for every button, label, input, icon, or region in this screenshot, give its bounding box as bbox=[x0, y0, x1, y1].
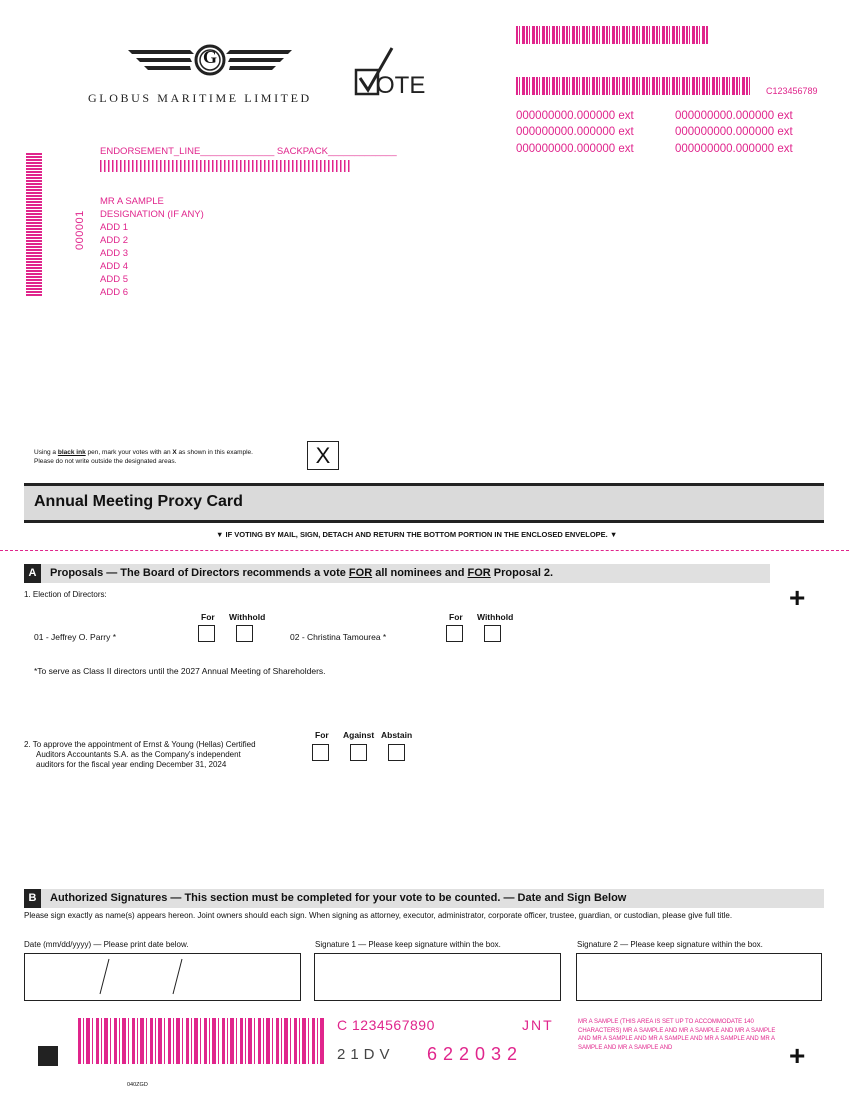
address-line: DESIGNATION (IF ANY) bbox=[100, 209, 204, 220]
logo-letter: G bbox=[202, 47, 217, 67]
detach-notice: ▼ IF VOTING BY MAIL, SIGN, DETACH AND RETURN THE BOTTOM PORTION IN THE ENCLOSED ENVELOPE. ▼ bbox=[216, 530, 618, 539]
date-input[interactable] bbox=[24, 953, 301, 1001]
company-logo bbox=[120, 44, 300, 84]
proposal-1-label: 1. Election of Directors: bbox=[24, 590, 107, 599]
footer-code: JNT bbox=[522, 1017, 554, 1033]
example-mark-box: X bbox=[307, 441, 339, 470]
date-label: Date (mm/dd/yyyy) — Please print date below. bbox=[24, 940, 189, 949]
address-line: ADD 5 bbox=[100, 274, 128, 285]
col-against: Against bbox=[343, 730, 375, 740]
section-b-title: Authorized Signatures — This section must be completed for your vote to be counted. — Date and Sign Below bbox=[50, 892, 627, 904]
col-for: For bbox=[449, 612, 463, 622]
ext-number: 000000000.000000 ext bbox=[516, 110, 634, 122]
footer-code: 622032 bbox=[427, 1044, 524, 1064]
barcode-vertical bbox=[26, 152, 42, 296]
form-id: 040ZGD bbox=[127, 1082, 148, 1088]
address-line: ADD 6 bbox=[100, 287, 128, 298]
section-letter: A bbox=[24, 564, 41, 583]
ext-number: 000000000.000000 ext bbox=[516, 126, 634, 138]
endorsement-line: ENDORSEMENT_LINE______________ SACKPACK_____________ bbox=[100, 146, 397, 157]
vertical-code: 000001 bbox=[74, 210, 86, 250]
signature-1-input[interactable] bbox=[314, 953, 561, 1001]
vote-checkbox-withhold[interactable] bbox=[484, 625, 501, 642]
section-a-header bbox=[24, 564, 770, 583]
plus-mark: + bbox=[789, 1040, 806, 1071]
vote-checkbox-for[interactable] bbox=[198, 625, 215, 642]
director-footnote: *To serve as Class II directors until the 2027 Annual Meeting of Shareholders. bbox=[34, 666, 326, 676]
signature-1-label: Signature 1 — Please keep signature within the box. bbox=[315, 940, 501, 949]
company-name: GLOBUS MARITIME LIMITED bbox=[88, 91, 312, 105]
control-id: C123456789 bbox=[766, 86, 818, 96]
barcode-top bbox=[516, 26, 708, 44]
ext-number: 000000000.000000 ext bbox=[675, 143, 793, 155]
date-slashes-icon bbox=[25, 954, 300, 1000]
sample-text: MR A SAMPLE (THIS AREA IS SET UP TO ACCOMMODATE 140 CHARACTERS) MR A SAMPLE AND MR A SAMPLE AND MR A SAMPLE AND MR A SAMPLE AND MR A SAMPLE AND MR A SAMPLE AND MR A SAMPLE AND MR A SAMPLE AND bbox=[578, 1019, 776, 1051]
section-a-title: Proposals — The Board of Directors recommends a vote FOR all nominees and FOR Proposal 2. bbox=[50, 567, 554, 579]
col-abstain: Abstain bbox=[381, 730, 413, 740]
ext-number: 000000000.000000 ext bbox=[516, 143, 634, 155]
detach-line bbox=[0, 550, 849, 551]
section-letter: B bbox=[24, 889, 41, 908]
address-line: ADD 1 bbox=[100, 222, 128, 233]
address-line: MR A SAMPLE bbox=[100, 196, 164, 207]
plus-mark: + bbox=[789, 582, 806, 613]
registration-square bbox=[38, 1046, 58, 1066]
vote-checkbox-for[interactable] bbox=[312, 744, 329, 761]
postal-barcode bbox=[100, 160, 350, 172]
col-withhold: Withhold bbox=[477, 612, 514, 622]
col-for: For bbox=[201, 612, 215, 622]
ext-number: 000000000.000000 ext bbox=[675, 126, 793, 138]
footer-barcode bbox=[78, 1018, 324, 1064]
signature-2-label: Signature 2 — Please keep signature within the box. bbox=[577, 940, 763, 949]
address-line: ADD 3 bbox=[100, 248, 128, 259]
vote-checkbox-withhold[interactable] bbox=[236, 625, 253, 642]
vote-checkbox-abstain[interactable] bbox=[388, 744, 405, 761]
proposal-2-text: 2. To approve the appointment of Ernst & Young (Hellas) Certified Auditors Accountants S.A. as the Company's independent auditors for the fiscal year ending December 31, 2024 bbox=[24, 740, 256, 769]
address-line: ADD 4 bbox=[100, 261, 128, 272]
vote-checkbox-for[interactable] bbox=[446, 625, 463, 642]
footer-code: 21DV bbox=[337, 1046, 395, 1063]
vote-logo-text: OTE bbox=[376, 72, 426, 99]
signature-instructions: Please sign exactly as name(s) appears hereon. Joint owners should each sign. When signing as attorney, executor, administrator, corporate officer, trustee, guardian, or custodian, please give full title. bbox=[24, 911, 733, 920]
address-line: ADD 2 bbox=[100, 235, 128, 246]
vote-checkbox-against[interactable] bbox=[350, 744, 367, 761]
barcode-control bbox=[516, 77, 750, 95]
footer-code: C 1234567890 bbox=[337, 1017, 435, 1033]
marking-instructions: Using a black ink pen, mark your votes with an X as shown in this example. Please do not write outside the designated areas. bbox=[34, 449, 253, 465]
signature-2-input[interactable] bbox=[576, 953, 822, 1001]
nominee-name: 02 - Christina Tamourea * bbox=[290, 632, 387, 642]
ext-number: 000000000.000000 ext bbox=[675, 110, 793, 122]
col-for: For bbox=[315, 730, 329, 740]
address-lines bbox=[100, 195, 204, 299]
card-title: Annual Meeting Proxy Card bbox=[34, 493, 243, 510]
section-b-header bbox=[24, 889, 824, 908]
col-withhold: Withhold bbox=[229, 612, 266, 622]
nominee-name: 01 - Jeffrey O. Parry * bbox=[34, 632, 117, 642]
vote-logo bbox=[354, 46, 434, 98]
